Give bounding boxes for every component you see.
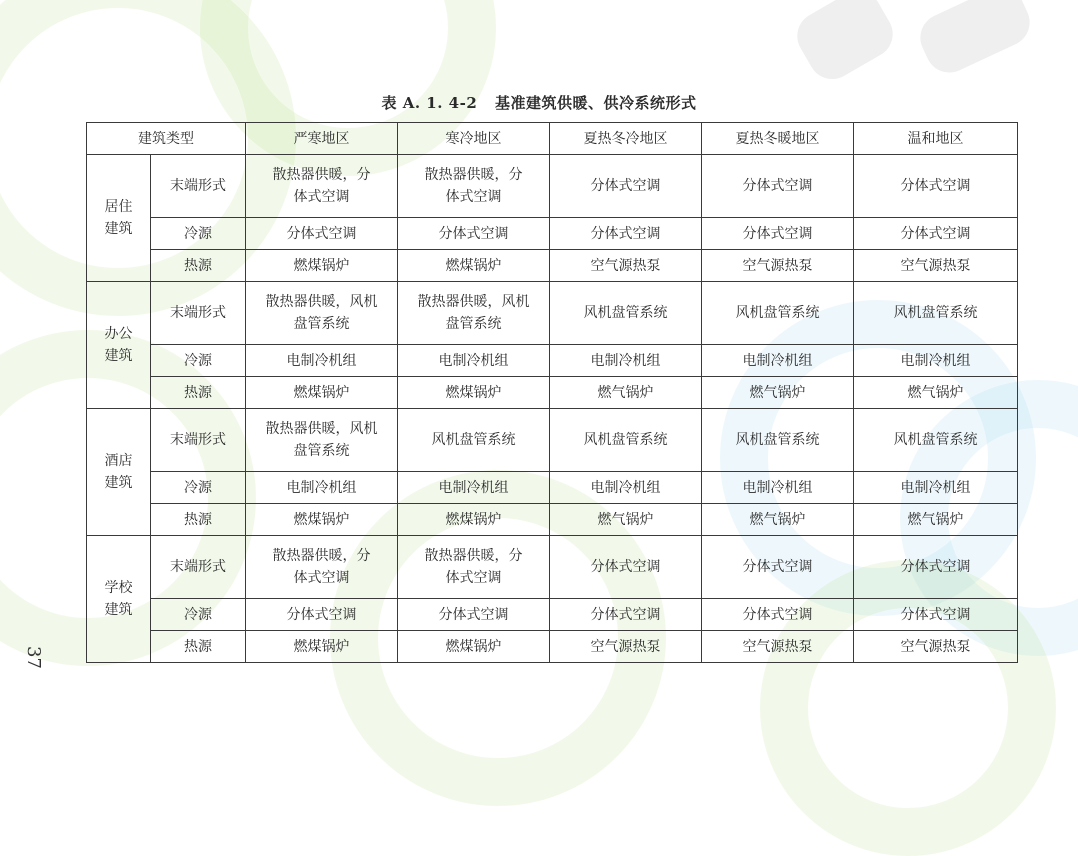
- table-row: [87, 409, 1018, 472]
- table-cell: 燃煤锅炉: [246, 631, 398, 663]
- group-name-residential: 居住建筑: [87, 155, 151, 282]
- table-row: [87, 599, 1018, 631]
- table-row: [87, 345, 1018, 377]
- table-cell: 分体式空调: [702, 599, 854, 631]
- table-row: [87, 536, 1018, 599]
- page-number: 37: [23, 646, 44, 669]
- table-cell: 电制冷机组: [550, 472, 702, 504]
- watermark-bar-gray-1: [789, 0, 902, 88]
- row-item: 冷源: [151, 345, 246, 377]
- table-cell: 燃气锅炉: [550, 504, 702, 536]
- table-cell: 燃煤锅炉: [246, 504, 398, 536]
- table-cell: 散热器供暖，分体式空调: [398, 155, 550, 218]
- table-header-row: [87, 123, 1018, 155]
- header-region-3: 夏热冬冷地区: [550, 123, 702, 155]
- table-cell: 分体式空调: [702, 155, 854, 218]
- table-row: [87, 472, 1018, 504]
- row-item: 热源: [151, 377, 246, 409]
- watermark-bar-gray-2: [912, 0, 1037, 80]
- table-cell: 散热器供暖，风机盘管系统: [246, 282, 398, 345]
- table-cell: 燃煤锅炉: [246, 250, 398, 282]
- table-cell: 空气源热泵: [550, 250, 702, 282]
- table-cell: 燃气锅炉: [854, 377, 1018, 409]
- table-caption: 基准建筑供暖、供冷系统形式: [495, 94, 697, 112]
- table-cell: 电制冷机组: [246, 472, 398, 504]
- table-cell: 燃气锅炉: [550, 377, 702, 409]
- table-cell: 散热器供暖，分体式空调: [398, 536, 550, 599]
- table-cell: 空气源热泵: [854, 631, 1018, 663]
- row-item: 末端形式: [151, 409, 246, 472]
- table-row: [87, 504, 1018, 536]
- table-cell: 电制冷机组: [246, 345, 398, 377]
- table-cell: 燃煤锅炉: [398, 504, 550, 536]
- group-name-office: 办公建筑: [87, 282, 151, 409]
- table-cell: 电制冷机组: [702, 472, 854, 504]
- table-cell: 燃气锅炉: [854, 504, 1018, 536]
- table-cell: 电制冷机组: [702, 345, 854, 377]
- table-cell: 风机盘管系统: [854, 409, 1018, 472]
- table-cell: 电制冷机组: [550, 345, 702, 377]
- table-cell: 分体式空调: [854, 218, 1018, 250]
- table-cell: 散热器供暖，分体式空调: [246, 536, 398, 599]
- table-cell: 分体式空调: [550, 599, 702, 631]
- row-item: 末端形式: [151, 536, 246, 599]
- table-cell: 风机盘管系统: [702, 282, 854, 345]
- table-cell: 燃气锅炉: [702, 504, 854, 536]
- row-item: 热源: [151, 631, 246, 663]
- system-form-table: [86, 122, 1018, 663]
- group-name-hotel: 酒店建筑: [87, 409, 151, 536]
- table-cell: 散热器供暖，分体式空调: [246, 155, 398, 218]
- row-item: 末端形式: [151, 155, 246, 218]
- table-cell: 分体式空调: [398, 599, 550, 631]
- header-region-2: 寒冷地区: [398, 123, 550, 155]
- table-cell: 空气源热泵: [854, 250, 1018, 282]
- table-cell: 分体式空调: [854, 599, 1018, 631]
- table-cell: 燃煤锅炉: [398, 250, 550, 282]
- table-row: [87, 155, 1018, 218]
- table-cell: 分体式空调: [550, 218, 702, 250]
- table-cell: 分体式空调: [246, 218, 398, 250]
- table-cell: 空气源热泵: [702, 631, 854, 663]
- row-item: 冷源: [151, 218, 246, 250]
- table-cell: 风机盘管系统: [702, 409, 854, 472]
- table-cell: 电制冷机组: [854, 345, 1018, 377]
- table-cell: 分体式空调: [246, 599, 398, 631]
- table-cell: 分体式空调: [854, 155, 1018, 218]
- table-title: [0, 92, 1078, 113]
- table-cell: 分体式空调: [550, 155, 702, 218]
- table-row: [87, 631, 1018, 663]
- table-cell: 散热器供暖，风机盘管系统: [398, 282, 550, 345]
- row-item: 热源: [151, 504, 246, 536]
- group-name-school: 学校建筑: [87, 536, 151, 663]
- table-cell: 分体式空调: [854, 536, 1018, 599]
- table-cell: 分体式空调: [550, 536, 702, 599]
- table-cell: 电制冷机组: [398, 472, 550, 504]
- table-cell: 电制冷机组: [854, 472, 1018, 504]
- row-item: 冷源: [151, 472, 246, 504]
- table-cell: 风机盘管系统: [398, 409, 550, 472]
- table-row: [87, 218, 1018, 250]
- table-number: 表 A. 1. 4-2: [381, 94, 478, 112]
- row-item: 末端形式: [151, 282, 246, 345]
- table-cell: 电制冷机组: [398, 345, 550, 377]
- table-row: [87, 282, 1018, 345]
- table-cell: 空气源热泵: [702, 250, 854, 282]
- header-region-1: 严寒地区: [246, 123, 398, 155]
- table-row: [87, 250, 1018, 282]
- table-cell: 风机盘管系统: [854, 282, 1018, 345]
- table-cell: 燃气锅炉: [702, 377, 854, 409]
- table-cell: 燃煤锅炉: [246, 377, 398, 409]
- row-item: 冷源: [151, 599, 246, 631]
- header-region-5: 温和地区: [854, 123, 1018, 155]
- row-item: 热源: [151, 250, 246, 282]
- table-cell: 分体式空调: [702, 536, 854, 599]
- table-cell: 散热器供暖，风机盘管系统: [246, 409, 398, 472]
- table-cell: 分体式空调: [398, 218, 550, 250]
- table-cell: 风机盘管系统: [550, 282, 702, 345]
- header-building-type: 建筑类型: [87, 123, 246, 155]
- table-cell: 分体式空调: [702, 218, 854, 250]
- table-cell: 风机盘管系统: [550, 409, 702, 472]
- table-row: [87, 377, 1018, 409]
- table-cell: 燃煤锅炉: [398, 377, 550, 409]
- table-cell: 燃煤锅炉: [398, 631, 550, 663]
- header-region-4: 夏热冬暖地区: [702, 123, 854, 155]
- table-cell: 空气源热泵: [550, 631, 702, 663]
